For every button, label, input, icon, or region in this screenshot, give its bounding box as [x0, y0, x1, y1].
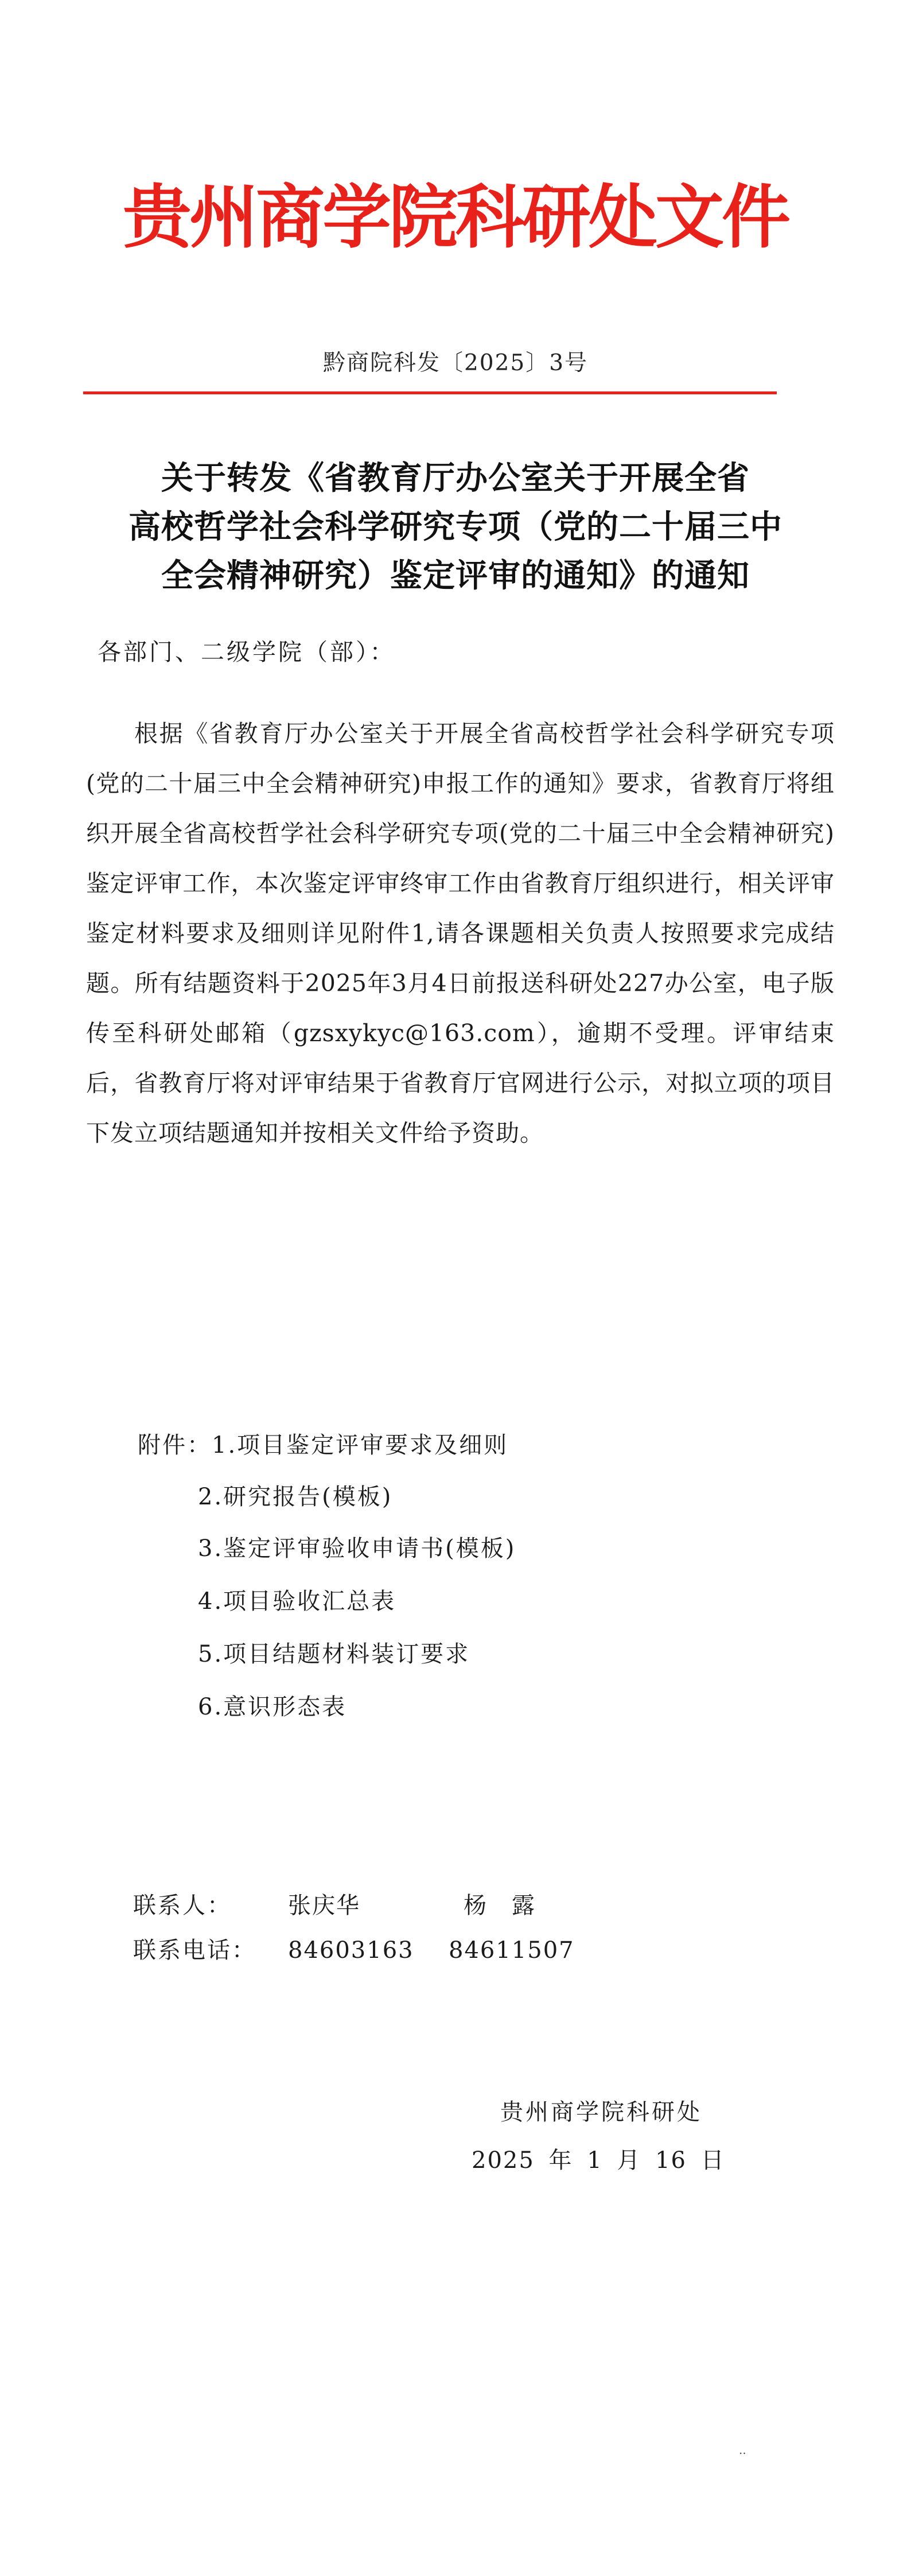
- contact-phone-1: 84603163: [288, 1937, 414, 1964]
- header-red-rule: [83, 391, 777, 394]
- notice-title-line-1: 关于转发《省教育厅办公室关于开展全省: [161, 460, 750, 497]
- notice-title-line-2: 高校哲学社会科学研究专项（党的二十届三中: [129, 509, 782, 546]
- attachment-prefix: 附件：: [138, 1432, 212, 1458]
- signature-date: 2025 年 1 月 16 日: [472, 2147, 725, 2174]
- contact-phone-label: 联系电话：: [133, 1937, 256, 1964]
- notice-title-line-3: 全会精神研究）鉴定评审的通知》的通知: [161, 557, 750, 595]
- document-number: 黔商院科发〔2025〕3号: [322, 350, 589, 376]
- signature-org: 贵州商学院科研处: [500, 2099, 702, 2125]
- document-header-title: 贵州商学院科研处文件: [123, 178, 788, 258]
- attachment-item-1: 1.项目鉴定评审要求及细则: [212, 1432, 509, 1458]
- attachment-item-5: 5.项目结题材料装订要求: [198, 1641, 470, 1667]
- contact-person-1: 张庆华: [288, 1892, 360, 1919]
- attachment-item-6: 6.意识形态表: [198, 1694, 347, 1720]
- contact-person-2: 杨 露: [464, 1892, 536, 1919]
- notice-body: 根据《省教育厅办公室关于开展全省高校哲学社会科学研究专项(党的二十届三中全会精神研究)申报工作的通知》要求，省教育厅将组织开展全省高校哲学社会科学研究专项(党的二十届三中全会精神研究)鉴定评审工作，本次鉴定评审终审工作由省教育厅组织进行，相关评审鉴定材料要求及细则详见附件1,请各课题相关负责人按照要求完成结题。所有结题资料于2025年3月4日前报送科研处227办公室，电子版传至科研处邮箱（gzsxykyc@163.com），逾期不受理。评审结束后，省教育厅将对评审结果于省教育厅官网进行公示，对拟立项的项目下发立项结题通知并按相关文件给予资助。: [86, 720, 835, 1147]
- attachment-item-2: 2.研究报告(模板): [198, 1484, 393, 1510]
- attachment-item-4: 4.项目验收汇总表: [198, 1588, 396, 1615]
- salutation: 各部门、二级学院（部）：: [98, 638, 396, 666]
- attachment-list: [138, 1429, 508, 1461]
- page-marker: ··: [739, 2446, 746, 2460]
- attachment-item-3: 3.鉴定评审验收申请书(模板): [198, 1535, 516, 1562]
- contact-person-label: 联系人：: [133, 1892, 232, 1919]
- contact-phone-2: 84611507: [449, 1937, 575, 1964]
